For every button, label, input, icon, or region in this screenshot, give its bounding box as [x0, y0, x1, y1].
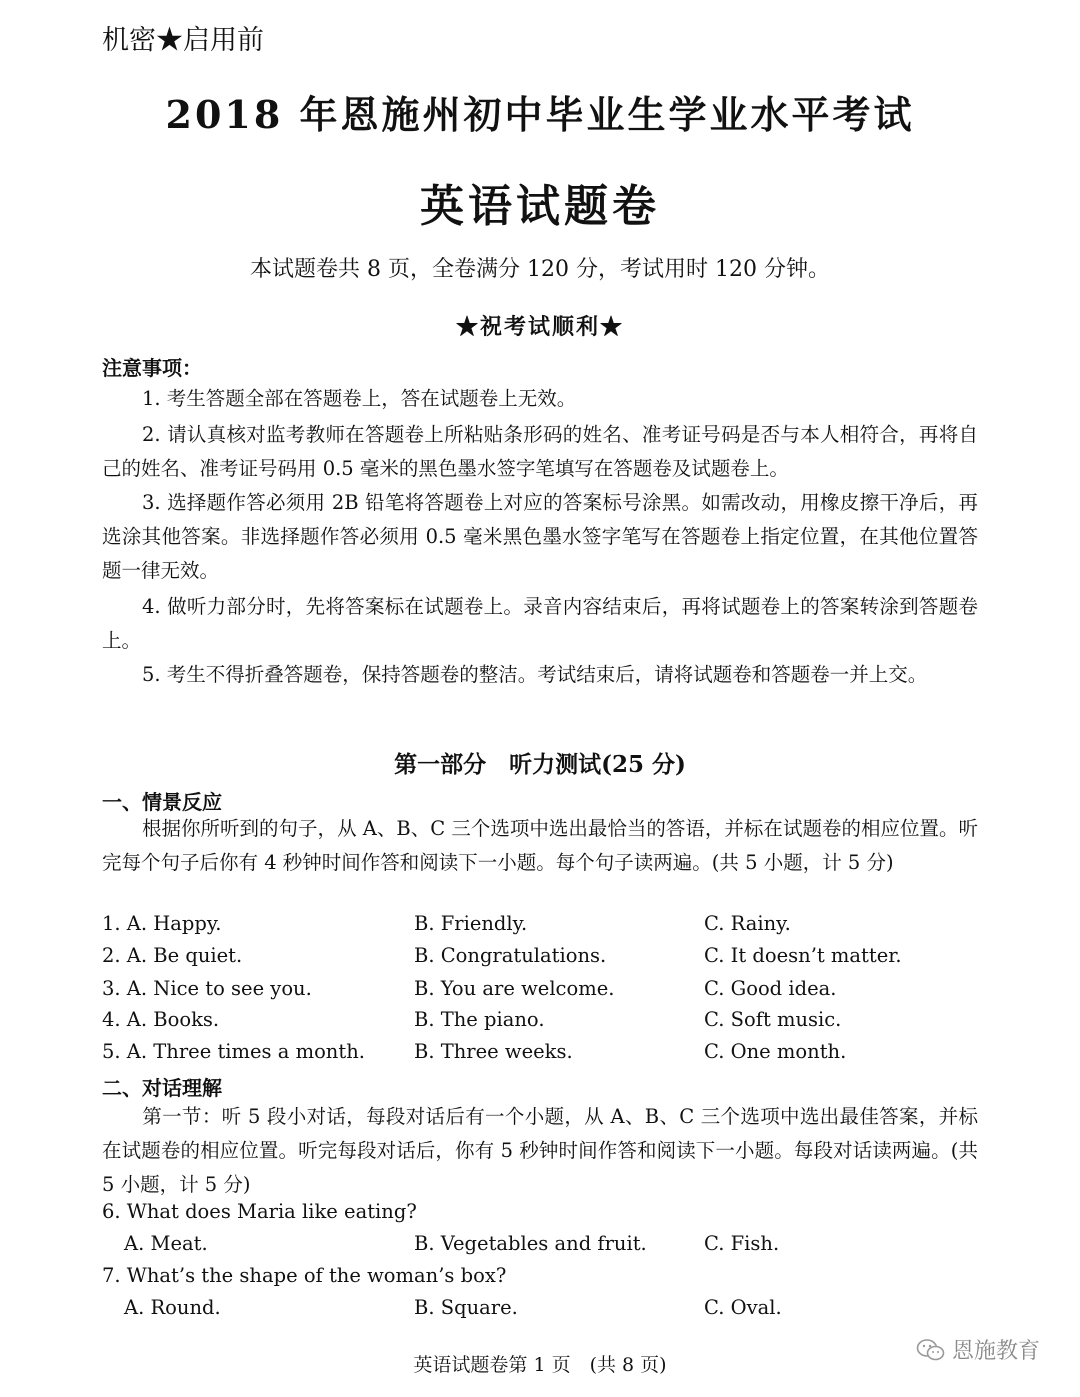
option-b: B. The piano. [414, 1008, 545, 1031]
option-a: 3. A. Nice to see you. [102, 977, 312, 1000]
watermark [916, 1334, 1040, 1365]
option-b: B. Square. [414, 1296, 518, 1319]
option-b: B. Congratulations. [414, 944, 607, 967]
option-a: 1. A. Happy. [102, 912, 222, 935]
section-heading: 二、对话理解 [102, 1076, 222, 1100]
option-c: C. It doesn’t matter. [704, 944, 902, 967]
paper-subtitle: 英语试题卷 [420, 181, 660, 232]
option-b: B. You are welcome. [414, 977, 615, 1000]
notice-item: 1. 考生答题全部在答题卷上，答在试题卷上无效。 [142, 387, 577, 410]
option-c: C. Fish. [704, 1232, 780, 1255]
question-text: 6. What does Maria like eating? [102, 1200, 417, 1223]
question-stem [0, 1264, 1080, 1296]
notice-heading: 注意事项： [102, 356, 202, 380]
option-c: C. Rainy. [704, 912, 791, 935]
option-a: A. Meat. [124, 1232, 208, 1255]
notice-item: 4. 做听力部分时，先将答案标在试题卷上。录音内容结束后，再将试题卷上的答案转涂到答题卷上。 [102, 595, 978, 652]
section-heading: 一、情景反应 [102, 790, 222, 814]
notice-item: 3. 选择题作答必须用 2B 铅笔将答题卷上对应的答案标号涂黑。如需改动，用橡皮擦干净后，再选涂其他答案。非选择题作答必须用 0.5 毫米黑色墨水签字笔写在答题卷上指定位置，在其他位置答题一律无效。 [102, 491, 978, 582]
section-instruction: 第一节：听 5 段小对话，每段对话后有一个小题，从 A、B、C 三个选项中选出最佳答案，并标在试题卷的相应位置。听完每段对话后，你有 5 秒钟时间作答和阅读下一小题。每段对话读两遍。(共 5 小题，计 5 分) [102, 1105, 978, 1196]
option-a: 5. A. Three times a month. [102, 1040, 365, 1063]
option-c: C. One month. [704, 1040, 847, 1063]
part-heading: 第一部分 听力测试(25 分) [394, 751, 686, 778]
question-row [0, 1296, 1080, 1328]
question-row [0, 1040, 1080, 1072]
question-stem [0, 1200, 1080, 1232]
question-text: 7. What’s the shape of the woman’s box? [102, 1264, 507, 1287]
page-footer: 英语试题卷第 1 页 (共 8 页) [413, 1354, 667, 1376]
option-a: 4. A. Books. [102, 1008, 220, 1031]
option-c: C. Good idea. [704, 977, 837, 1000]
good-luck-line: ★祝考试顺利★ [455, 314, 624, 340]
notice-item: 2. 请认真核对监考教师在答题卷上所粘贴条形码的姓名、准考证号码是否与本人相符合，再将自己的姓名、准考证号码用 0.5 毫米的黑色墨水签字笔填写在答题卷及试题卷上。 [102, 423, 978, 480]
option-b: B. Friendly. [414, 912, 528, 935]
question-row [0, 977, 1080, 1009]
notice-item: 5. 考生不得折叠答题卷，保持答题卷的整洁。考试结束后，请将试题卷和答题卷一并上交。 [142, 663, 928, 686]
option-c: C. Oval. [704, 1296, 782, 1319]
option-c: C. Soft music. [704, 1008, 842, 1031]
question-row [0, 1008, 1080, 1040]
question-row [0, 944, 1080, 976]
question-row [0, 1232, 1080, 1264]
option-b: B. Three weeks. [414, 1040, 573, 1063]
section-instruction: 根据你所听到的句子，从 A、B、C 三个选项中选出最恰当的答语，并标在试题卷的相应位置。听完每个句子后你有 4 秒钟时间作答和阅读下一小题。每个句子读两遍。(共 5 小题，计 5 分) [102, 817, 978, 874]
question-row [0, 912, 1080, 944]
exam-title: 2018 年恩施州初中毕业生学业水平考试 [165, 92, 915, 137]
paper-info: 本试题卷共 8 页，全卷满分 120 分，考试用时 120 分钟。 [250, 257, 830, 282]
option-b: B. Vegetables and fruit. [414, 1232, 647, 1255]
confidential-mark: 机密★启用前 [102, 25, 264, 56]
wechat-icon [916, 1338, 946, 1362]
watermark-text: 恩施教育 [951, 1339, 1040, 1364]
option-a: 2. A. Be quiet. [102, 944, 243, 967]
option-a: A. Round. [124, 1296, 221, 1319]
